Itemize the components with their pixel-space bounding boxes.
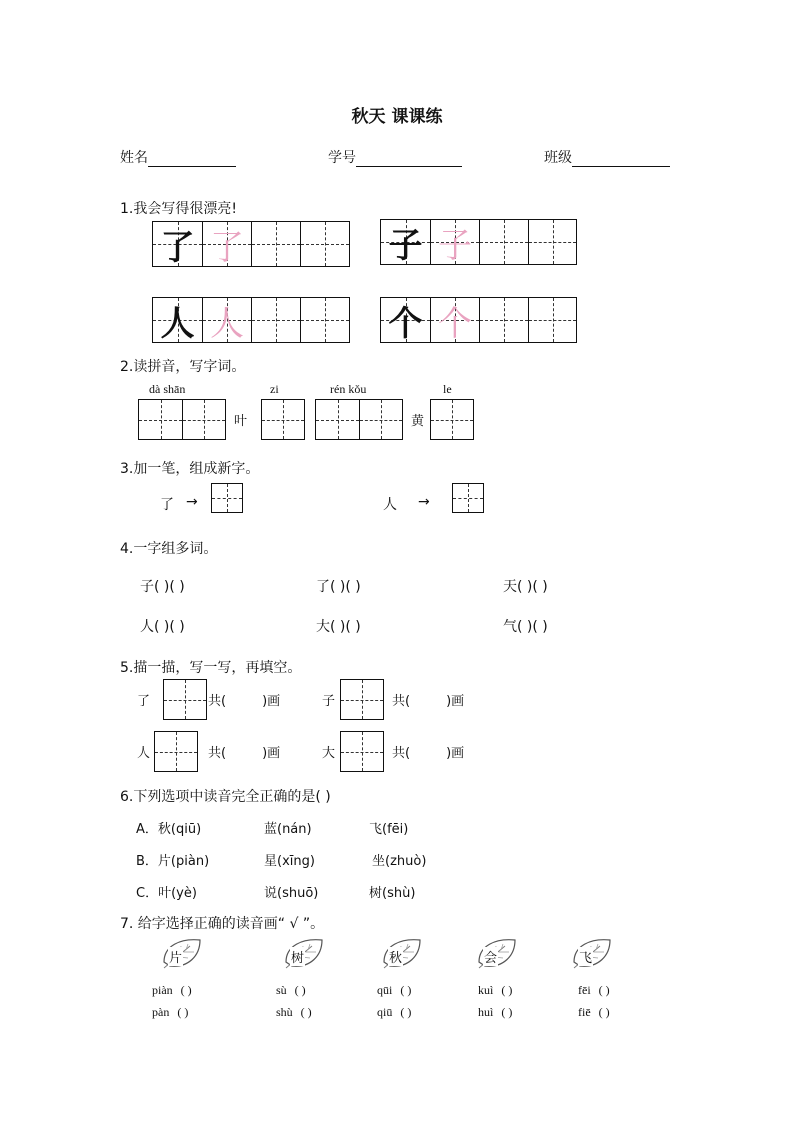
q1-trace-char: 子 — [438, 225, 472, 266]
q7-check-blank[interactable]: ( ) — [180, 983, 192, 997]
q5-char: 人 — [137, 746, 151, 761]
q1-model-char: 人 — [160, 303, 195, 344]
q2-pinyin: dà shān — [149, 382, 186, 396]
q2-box[interactable] — [430, 399, 474, 440]
q1-prompt: 1.我会写得很漂亮! — [120, 201, 237, 217]
q2-char-huang: 黄 — [411, 414, 425, 429]
class-blank[interactable] — [572, 152, 670, 167]
q1-grid-row — [152, 221, 350, 267]
q3-box[interactable] — [211, 483, 243, 513]
q2-box[interactable] — [261, 399, 305, 440]
q5-count[interactable]: 共( )画 — [392, 746, 465, 761]
q7-check-blank[interactable]: ( ) — [294, 983, 306, 997]
q1-model-cell — [381, 298, 430, 342]
page-title: 秋天 课课练 — [351, 107, 443, 127]
q1-write-cell[interactable] — [479, 220, 528, 264]
student-id-field[interactable] — [328, 147, 462, 167]
q7-choice[interactable] — [478, 983, 512, 998]
class-field[interactable] — [544, 147, 670, 167]
q7-pinyin: kuì — [478, 983, 494, 997]
q6-option-a-item: 飞(fēi) — [369, 822, 409, 837]
arrow-icon: → — [418, 494, 430, 510]
q7-pinyin: shù — [276, 1005, 293, 1019]
q7-check-blank[interactable]: ( ) — [598, 1005, 610, 1019]
q2-box[interactable] — [315, 399, 403, 440]
q4-item[interactable] — [140, 616, 185, 636]
q5-count[interactable]: 共( )画 — [208, 694, 281, 709]
q3-box[interactable] — [452, 483, 484, 513]
q6-option-b-item: 星(xīng) — [264, 854, 315, 869]
q6-option-a[interactable]: A．秋(qiū) — [136, 822, 202, 837]
q5-box[interactable] — [154, 731, 198, 772]
q7-check-blank[interactable]: ( ) — [400, 1005, 412, 1019]
q5-prompt: 5.描一描，写一写，再填空。 — [120, 660, 302, 676]
q7-pinyin: piàn — [152, 983, 173, 997]
q4-item[interactable] — [316, 616, 361, 636]
q5-count[interactable]: 共( )画 — [392, 694, 465, 709]
q4-item[interactable] — [503, 616, 548, 636]
q7-pinyin: pàn — [152, 1005, 170, 1019]
q3-prompt: 3.加一笔，组成新字。 — [120, 461, 260, 477]
q1-write-cell[interactable] — [528, 220, 576, 264]
q4-blanks[interactable]: ( )( ) — [330, 579, 361, 595]
q1-trace-cell — [430, 220, 479, 264]
leaf-icon — [475, 936, 515, 970]
q1-trace-char: 了 — [210, 227, 244, 268]
q7-check-blank[interactable]: ( ) — [177, 1005, 189, 1019]
q7-char: 飞 — [578, 947, 593, 966]
q7-char: 会 — [483, 947, 498, 966]
q7-choice[interactable] — [276, 1005, 312, 1020]
q1-model-cell — [381, 220, 430, 264]
q2-box[interactable] — [138, 399, 226, 440]
q1-grid-row — [380, 219, 577, 265]
q7-choice[interactable] — [377, 1005, 411, 1020]
q7-check-blank[interactable]: ( ) — [501, 983, 513, 997]
q7-choice[interactable] — [276, 983, 306, 998]
student-id-label: 学号 — [328, 150, 356, 166]
q7-pinyin: fiē — [578, 1005, 591, 1019]
q4-char: 气 — [503, 619, 517, 635]
leaf-icon — [570, 936, 610, 970]
q4-blanks[interactable]: ( )( ) — [154, 619, 185, 635]
q7-check-blank[interactable]: ( ) — [501, 1005, 513, 1019]
q7-pinyin: sù — [276, 983, 287, 997]
q1-trace-cell — [430, 298, 479, 342]
q5-count[interactable]: 共( )画 — [208, 746, 281, 761]
q7-check-blank[interactable]: ( ) — [300, 1005, 312, 1019]
q6-prompt: 6.下列选项中读音完全正确的是( ) — [120, 789, 331, 805]
q5-char: 大 — [322, 746, 336, 761]
q7-char: 树 — [290, 947, 305, 966]
q2-prompt: 2.读拼音，写字词。 — [120, 359, 246, 375]
q1-trace-char: 人 — [210, 303, 244, 344]
q1-write-cell[interactable] — [528, 298, 576, 342]
q1-write-cell[interactable] — [300, 298, 349, 342]
q1-model-cell — [153, 222, 202, 266]
q7-choice[interactable] — [152, 1005, 188, 1020]
q5-box[interactable] — [163, 679, 207, 720]
class-label: 班级 — [544, 150, 572, 166]
q1-write-cell[interactable] — [300, 222, 349, 266]
q4-item[interactable] — [140, 576, 185, 596]
q4-char: 人 — [140, 619, 154, 635]
q7-prompt: 7. 给字选择正确的读音画“ √ ”。 — [120, 916, 325, 932]
q4-char: 大 — [316, 619, 330, 635]
q7-char: 片 — [168, 947, 183, 966]
q4-char: 了 — [316, 579, 330, 595]
leaf-icon — [160, 936, 200, 970]
leaf-icon — [380, 936, 420, 970]
q1-write-cell[interactable] — [479, 298, 528, 342]
q1-write-cell[interactable] — [251, 298, 300, 342]
q4-item[interactable] — [503, 576, 548, 596]
q4-blanks[interactable]: ( )( ) — [517, 619, 548, 635]
q1-trace-char: 个 — [438, 303, 472, 344]
q7-char: 秋 — [388, 947, 403, 966]
q7-choice[interactable] — [578, 983, 610, 998]
q1-model-char: 了 — [160, 227, 195, 268]
q1-grid-row — [152, 297, 350, 343]
q6-option-b-item: 坐(zhuò) — [372, 854, 427, 869]
q2-pinyin: rén kǒu — [330, 382, 367, 396]
q7-pinyin: qiū — [377, 1005, 393, 1019]
q2-pinyin: le — [443, 382, 452, 396]
q2-char-ye: 叶 — [234, 414, 248, 429]
q6-option-a-item: 蓝(nán) — [264, 822, 312, 837]
q1-model-char: 子 — [388, 225, 423, 266]
q7-check-blank[interactable]: ( ) — [400, 983, 412, 997]
q6-option-c[interactable]: C．叶(yè) — [136, 886, 197, 901]
q6-option-c-item: 说(shuō) — [264, 886, 319, 901]
q1-write-cell[interactable] — [251, 222, 300, 266]
q4-prompt: 4.一字组多词。 — [120, 541, 218, 557]
q7-pinyin: fēi — [578, 983, 591, 997]
q7-choice[interactable] — [478, 1005, 512, 1020]
q4-blanks[interactable]: ( )( ) — [330, 619, 361, 635]
q1-trace-cell — [202, 298, 251, 342]
q4-blanks[interactable]: ( )( ) — [154, 579, 185, 595]
q4-blanks[interactable]: ( )( ) — [517, 579, 548, 595]
q7-choice[interactable] — [152, 983, 192, 998]
q1-model-cell — [153, 298, 202, 342]
q6-option-b[interactable]: B．片(piàn) — [136, 854, 210, 869]
q4-char: 天 — [503, 579, 517, 595]
q7-check-blank[interactable]: ( ) — [598, 983, 610, 997]
q3-char: 了 — [160, 497, 174, 513]
q1-trace-cell — [202, 222, 251, 266]
name-field[interactable] — [120, 147, 236, 167]
q5-char: 了 — [137, 694, 151, 709]
name-blank[interactable] — [148, 152, 236, 167]
q2-pinyin: zi — [270, 382, 279, 396]
q4-char: 子 — [140, 579, 154, 595]
q4-item[interactable] — [316, 576, 361, 596]
q7-pinyin: qūi — [377, 983, 393, 997]
name-label: 姓名 — [120, 150, 148, 166]
q1-model-char: 个 — [388, 303, 423, 344]
q7-choice[interactable] — [377, 983, 411, 998]
arrow-icon: → — [186, 494, 198, 510]
student-id-blank[interactable] — [356, 152, 462, 167]
q1-grid-row — [380, 297, 577, 343]
q7-choice[interactable] — [578, 1005, 610, 1020]
q3-char: 人 — [383, 497, 397, 513]
leaf-icon — [282, 936, 322, 970]
q5-char: 子 — [322, 694, 336, 709]
q6-option-c-item: 树(shù) — [369, 886, 416, 901]
q5-box[interactable] — [340, 679, 384, 720]
q7-pinyin: huì — [478, 1005, 494, 1019]
q5-box[interactable] — [340, 731, 384, 772]
